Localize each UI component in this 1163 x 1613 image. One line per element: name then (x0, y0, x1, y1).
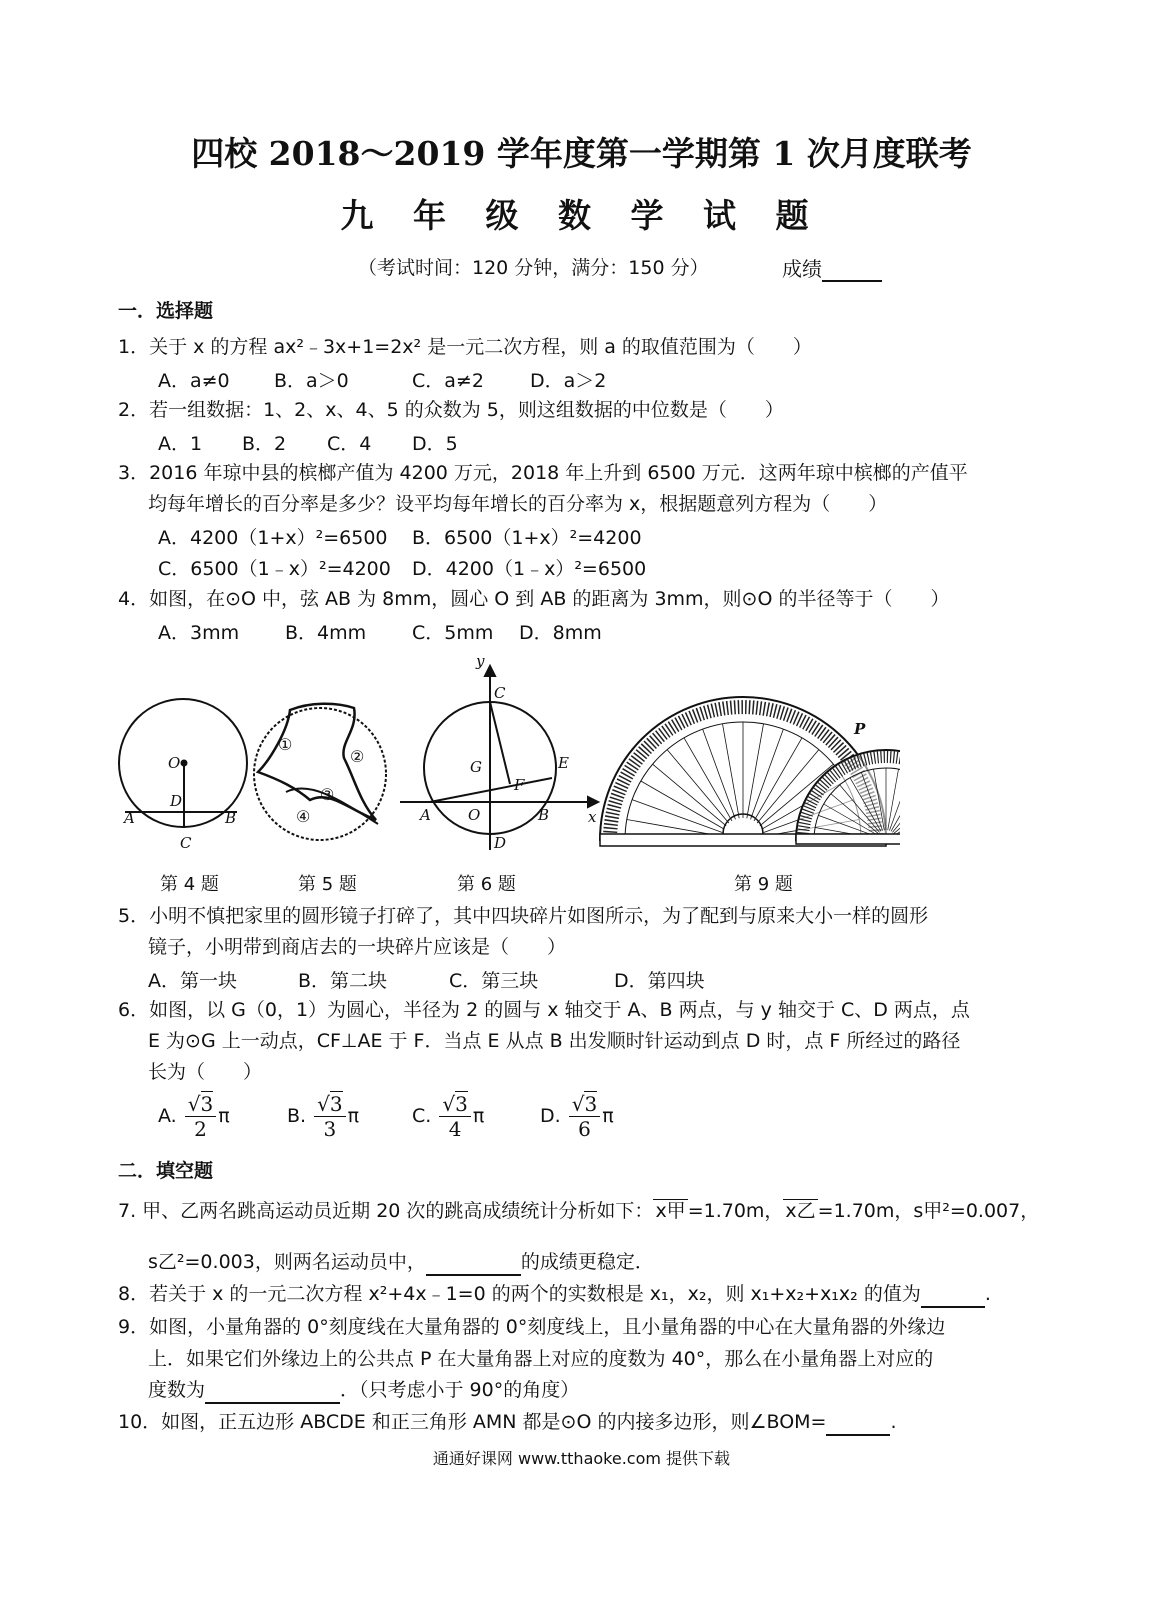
protractor-ray (703, 729, 736, 819)
q3-stem-line1: 3．2016 年琼中县的槟榔产值为 4200 万元，2018 年上升到 6500 万元．这两年琼中槟榔的产值平 (118, 462, 968, 484)
protractor-ray (684, 738, 732, 821)
q2-stem: 2．若一组数据：1、2、x、4、5 的众数为 5，则这组数据的中位数是（ ） (118, 399, 784, 421)
fig4-label-a: A (124, 809, 135, 827)
protractor-ray (747, 724, 764, 819)
exam-info: （考试时间：120 分钟，满分：150 分） (358, 257, 709, 279)
q3-option-d: D．4200（1﹣x）²=6500 (412, 558, 647, 580)
fig5-label-2: ② (350, 747, 365, 766)
q4-option-b: B．4mm (285, 622, 367, 644)
protractor-ray (641, 781, 724, 829)
fig4-label-c: C (180, 834, 192, 852)
protractor-ray (653, 764, 727, 826)
fig6-label-o: O (468, 806, 481, 824)
q6-option-b (287, 1092, 359, 1141)
caption-fig5: 第 5 题 (298, 874, 357, 895)
fig4-label-d: D (170, 792, 183, 810)
q4-option-c: C．5mm (412, 622, 494, 644)
q6-stem-line3: 长为（ ） (148, 1061, 263, 1083)
q7-line1: 7. 甲、乙两名跳高运动员近期 20 次的跳高成绩统计分析如下： x甲 =1.70m， x乙 =1.70m，s甲²=0.007， (118, 1200, 1040, 1222)
q7-line2: s乙²=0.003，则两名运动员中， 的成绩更稳定． (148, 1248, 654, 1276)
fig6-label-e: E (558, 754, 569, 772)
q1-option-c: C．a≠2 (412, 370, 484, 392)
fig4-center-dot (182, 761, 187, 766)
q3-stem-line2: 均每年增长的百分率是多少？设平均每年增长的百分率为 x，根据题意列方程为（ ） (148, 493, 888, 515)
fig6-label-f: F (514, 776, 525, 794)
q1-stem: 1．关于 x 的方程 ax²﹣3x+1=2x² 是一元二次方程，则 a 的取值范围为（ ） (118, 336, 812, 358)
q1-option-a: A．a≠0 (158, 370, 230, 392)
pi-symbol: π (347, 1105, 360, 1127)
q4-option-a: A．3mm (158, 622, 240, 644)
q5-stem-line2: 镜子，小明带到商店去的一块碎片应该是（ ） (148, 936, 567, 958)
footer-source: 通通好课网 www.tthaoke.com 提供下载 (432, 1449, 731, 1468)
fig6-label-c: C (494, 684, 506, 702)
fig6-line-cf (490, 702, 510, 784)
mean-bar-jia: x甲 (655, 1200, 686, 1222)
q8-answer-blank[interactable] (921, 1286, 985, 1308)
q6-stem-line2: E 为⊙G 上一动点，CF⊥AE 于 F．当点 E 从点 B 出发顺时针运动到点 D 时，点 F 所经过的路径 (148, 1030, 961, 1052)
caption-fig4: 第 4 题 (160, 874, 219, 895)
fig6-label-x: x (588, 808, 597, 826)
q6-option-b-letter: B. (287, 1105, 307, 1127)
fig5-label-1: ① (278, 735, 293, 754)
protractor-ray (632, 800, 722, 833)
q6-option-c-fraction: $\frac{√3}{4}$ (439, 1092, 470, 1141)
protractor-ray (667, 750, 729, 824)
q3-option-b: B．6500（1+x）²=4200 (412, 527, 642, 549)
q5-option-c: C．第三块 (449, 970, 539, 992)
q10-stem: 10．如图，正五边形 ABCDE 和正三角形 AMN 都是⊙O 的内接多边形，则∠BOM= . (118, 1408, 897, 1436)
q5-stem-line1: 5．小明不慎把家里的圆形镜子打碎了，其中四块碎片如图所示，为了配到与原来大小一样的圆形 (118, 905, 929, 927)
q6-option-d (540, 1092, 614, 1141)
q2-option-c: C．4 (327, 433, 372, 455)
fig5-circle (254, 708, 386, 840)
q9-line3: 度数为 ．（只考虑小于 90°的角度） (148, 1376, 579, 1404)
fig9-small-protractor (796, 750, 900, 844)
fig6-y-arrow (485, 666, 495, 676)
fig4-label-b: B (225, 809, 237, 827)
q2-option-a: A．1 (158, 433, 203, 455)
q4-option-d: D．8mm (519, 622, 602, 644)
q1-option-d: D．a＞2 (530, 370, 607, 392)
fig4-label-o: O (168, 754, 181, 772)
fig5-label-3: ③ (320, 785, 335, 804)
exam-title: 四校 2018～2019 学年度第一学期第 1 次月度联考 (191, 134, 972, 173)
q9-line1: 9．如图，小量角器的 0°刻度线在大量角器的 0°刻度线上，且小量角器的中心在大量角器的外缘边 (118, 1316, 946, 1338)
fig6-x-arrow (588, 797, 598, 807)
fig6-label-d: D (494, 834, 507, 852)
protractor-ray (723, 724, 740, 819)
q6-option-c-letter: C. (412, 1105, 432, 1127)
q5-option-d: D．第四块 (614, 970, 705, 992)
pi-symbol: π (602, 1105, 614, 1127)
section-heading-choice: 一．选择题 (118, 300, 214, 322)
q10-answer-blank[interactable] (826, 1414, 890, 1436)
mean-bar-yi: x乙 (785, 1200, 816, 1222)
q6-option-a (158, 1092, 230, 1141)
q4-stem: 4．如图，在⊙O 中，弦 AB 为 8mm，圆心 O 到 AB 的距离为 3mm，则⊙O 的半径等于（ ） (118, 588, 950, 610)
fig6-label-a: A (420, 806, 431, 824)
q6-stem-line1: 6．如图，以 G（0，1）为圆心，半径为 2 的圆与 x 轴交于 A、B 两点，与 y 轴交于 C、D 两点，点 (118, 999, 970, 1021)
q2-option-d: D．5 (412, 433, 458, 455)
fig6-label-g: G (470, 758, 482, 776)
q7-answer-blank[interactable] (426, 1254, 521, 1276)
q6-option-d-fraction: $\frac{√3}{6}$ (569, 1092, 600, 1141)
q6-option-a-fraction: $\frac{√3}{2}$ (185, 1092, 216, 1141)
score-label: 成绩 (782, 257, 822, 281)
caption-fig6: 第 6 题 (457, 874, 516, 895)
q6-option-b-fraction: $\frac{√3}{3}$ (314, 1092, 345, 1141)
q6-option-a-letter: A. (158, 1105, 177, 1127)
section-heading-fill: 二．填空题 (118, 1160, 214, 1182)
protractor-ray (754, 738, 802, 821)
caption-fig9: 第 9 题 (734, 874, 793, 895)
q5-option-b: B．第二块 (298, 970, 388, 992)
protractor-ray (751, 729, 784, 819)
figure-5 (254, 704, 386, 840)
q9-answer-blank[interactable] (205, 1382, 340, 1404)
fig5-label-4: ④ (296, 807, 311, 826)
fig6-label-b: B (538, 806, 550, 824)
fig6-label-y: y (476, 652, 485, 670)
q6-option-c (412, 1092, 484, 1141)
q6-option-d-letter: D. (540, 1105, 561, 1127)
pi-symbol: π (472, 1105, 485, 1127)
q2-option-b: B．2 (242, 433, 287, 455)
q8-stem: 8．若关于 x 的一元二次方程 x²+4x﹣1=0 的两个的实数根是 x₁，x₂，则 x₁+x₂+x₁x₂ 的值为 . (118, 1280, 991, 1308)
score-blank (822, 260, 882, 282)
pi-symbol: π (218, 1105, 230, 1127)
q3-option-a: A．4200（1+x）²=6500 (158, 527, 388, 549)
q9-line2: 上．如果它们外缘边上的公共点 P 在大量角器上对应的度数为 40°，那么在小量角器上对应的 (148, 1348, 934, 1370)
fig9-label-p: P (854, 720, 866, 738)
score-field (782, 253, 882, 282)
q1-option-b: B．a＞0 (274, 370, 349, 392)
q3-option-c: C．6500（1﹣x）²=4200 (158, 558, 391, 580)
figures-strip (110, 650, 900, 860)
exam-subtitle: 九 年 级 数 学 试 题 (340, 196, 823, 235)
q5-option-a: A．第一块 (148, 970, 237, 992)
